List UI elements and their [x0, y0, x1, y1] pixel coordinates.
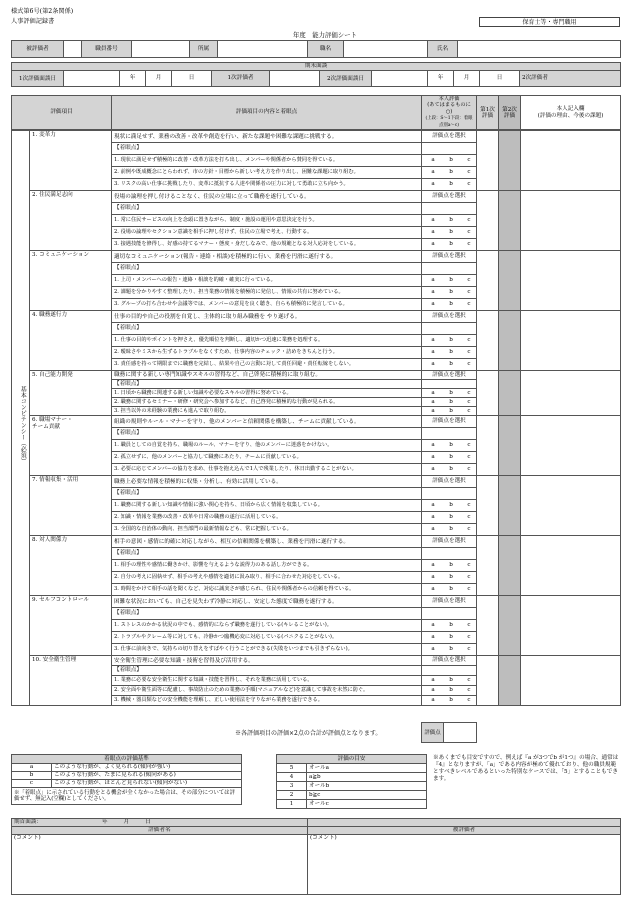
focus-point: 1. 日頃から職務に関連する新しい知識や必要なスキルの習得に努めている。 — [112, 389, 422, 398]
criteria-table — [11, 754, 242, 805]
choice-b[interactable]: b — [449, 289, 453, 296]
second-date-label: 2次評価面談日 — [320, 71, 372, 87]
focus-point: 1. 仕事の目的やポイントを押さえ、優先順位を判断し、適切かつ迅速に業務を処理する。 — [112, 335, 422, 347]
choice-a[interactable]: a — [431, 361, 435, 368]
abc-choices[interactable] — [422, 287, 477, 299]
choice-c[interactable]: c — [467, 337, 471, 344]
item-name: 8. 対人関係力 — [30, 536, 112, 596]
item-desc: 仕事の目的や自己の役割を自覚し、主体的に取り組み職務を やり遂げる。 — [112, 311, 422, 323]
abc-choices[interactable] — [422, 524, 477, 536]
focus-point: 3. 機械・器具類などの安全機能を理解し、正しい使用法を守りながら業務を遂行できる。 — [112, 696, 422, 706]
first-eval-cell[interactable] — [477, 596, 499, 656]
item-name: 6. 職場マナー・ チーム貢献 — [30, 416, 112, 476]
second-eval-cell[interactable] — [499, 536, 521, 596]
abc-choices[interactable] — [422, 696, 477, 706]
focus-point: 1. 上司・メンバーへの報告・連絡・相談を的確・確実に行っている。 — [112, 275, 422, 287]
second-eval-cell[interactable] — [499, 476, 521, 536]
guide-score: 5 — [277, 764, 307, 773]
remarks-cell[interactable] — [521, 596, 621, 656]
focus-point: 2. 職務に関するセミナー・研修・研究会へ参加するなど、自己啓発に積極的な行動が見られる。 — [112, 398, 422, 407]
abc-choices[interactable] — [422, 632, 477, 644]
choice-c[interactable]: c — [467, 289, 471, 296]
choice-a[interactable]: a — [431, 677, 435, 684]
criteria-desc: このような行動が、よく見られる(傾向が強い) — [52, 764, 242, 772]
form-number: 様式第6号(第2条関係) — [11, 8, 74, 15]
remarks-cell[interactable] — [521, 416, 621, 476]
choice-a[interactable]: a — [431, 349, 435, 356]
dept-label: 所属 — [190, 41, 218, 58]
abc-choices[interactable] — [422, 398, 477, 407]
item-desc: 相手の意図・感情に的確に対応しながら、相互の信頼関係を構築し、業務を円滑に遂行する。 — [112, 536, 422, 548]
choice-b[interactable]: b — [449, 301, 453, 308]
choice-b[interactable]: b — [449, 586, 453, 593]
abc-choices[interactable] — [422, 500, 477, 512]
choice-b[interactable]: b — [449, 169, 453, 176]
choice-a[interactable]: a — [431, 502, 435, 509]
first-eval-cell[interactable] — [477, 131, 499, 191]
evaluation-table — [11, 95, 620, 706]
abc-choices[interactable] — [422, 239, 477, 251]
choice-b[interactable]: b — [449, 217, 453, 224]
abc-choices[interactable] — [422, 155, 477, 167]
criteria-title: 着眼点の評価基準 — [12, 755, 242, 764]
focus-label: 【着眼点】 — [112, 666, 422, 676]
evaluatee-box[interactable] — [64, 41, 82, 58]
item-desc: 適切なコミュニケーション(報告・連絡・相談)を積極的に行い、業務を円滑に遂行する。 — [112, 251, 422, 263]
choice-a[interactable]: a — [431, 229, 435, 236]
choice-b[interactable]: b — [449, 389, 453, 396]
guide-score: 4 — [277, 773, 307, 782]
choice-c[interactable]: c — [467, 514, 471, 521]
choice-c[interactable]: c — [467, 562, 471, 569]
choice-c[interactable]: c — [467, 697, 471, 704]
total-label: 評価点 — [422, 723, 444, 743]
choice-a[interactable]: a — [431, 169, 435, 176]
select-score[interactable]: 評価点を選択 — [422, 191, 477, 203]
choice-a[interactable]: a — [431, 157, 435, 164]
choice-b[interactable]: b — [449, 697, 453, 704]
choice-a[interactable]: a — [431, 181, 435, 188]
choice-b[interactable]: b — [449, 337, 453, 344]
choice-c[interactable]: c — [467, 442, 471, 449]
abc-choices[interactable] — [422, 299, 477, 311]
guide-score: 2 — [277, 791, 307, 800]
abc-choices[interactable] — [422, 440, 477, 452]
item-name: 2. 住民満足志向 — [30, 191, 112, 251]
item-name: 10. 安全衛生管理 — [30, 656, 112, 706]
abc-choices[interactable] — [422, 335, 477, 347]
evaluator-comment[interactable]: (コメント) — [12, 835, 308, 895]
focus-point: 3. 必要に応じてメンバーの協力を求め、仕事を抱え込んで1人で残業したり、休日出勤することがない。 — [112, 464, 422, 476]
choice-c[interactable]: c — [467, 677, 471, 684]
focus-point: 2. 曖昧さやミスから生ずるトラブルをなくすため、仕事内容のチェック・詰めをきちんと行う。 — [112, 347, 422, 359]
focus-point: 3. 仕事に前向きで、気持ちの切り替えをすばやく行うことができる(失敗をいつまでも引きずらない)。 — [112, 644, 422, 656]
choice-c[interactable]: c — [467, 398, 471, 405]
choice-a[interactable]: a — [431, 398, 435, 405]
choice-a[interactable]: a — [431, 622, 435, 629]
second-eval-cell[interactable] — [499, 656, 521, 706]
choice-a[interactable]: a — [431, 526, 435, 533]
focus-point: 1. 業務に必要な安全衛生に関する知識・技能を習得し、それを業務に活用している。 — [112, 676, 422, 686]
focus-label: 【着眼点】 — [112, 143, 422, 155]
first-evaluator-field[interactable] — [270, 71, 320, 87]
choice-c[interactable]: c — [467, 466, 471, 473]
abc-choices[interactable] — [422, 407, 477, 416]
choice-b[interactable]: b — [449, 646, 453, 653]
select-score[interactable]: 評価点を選択 — [422, 416, 477, 428]
choice-c[interactable]: c — [467, 277, 471, 284]
evaluatee-label: 被評価者 — [12, 41, 64, 58]
remarks-cell[interactable] — [521, 251, 621, 311]
bottom-table — [11, 818, 621, 895]
remarks-cell[interactable] — [521, 536, 621, 596]
choice-a[interactable]: a — [431, 337, 435, 344]
staff-no-field[interactable] — [132, 41, 190, 58]
focus-point: 3. リスクの高い仕事に挑戦したり、変革に抵抗する人達や関係者の圧力に対して勇敢に立ち向かう。 — [112, 179, 422, 191]
evaluatee-label-bottom: 被評価者 — [308, 827, 621, 835]
choice-c[interactable]: c — [467, 502, 471, 509]
choice-b[interactable]: b — [449, 502, 453, 509]
second-eval-cell[interactable] — [499, 416, 521, 476]
focus-label: 【着眼点】 — [112, 608, 422, 620]
focus-label: 【着眼点】 — [112, 263, 422, 275]
guide-desc: b≧c — [307, 791, 427, 800]
remarks-cell[interactable] — [521, 311, 621, 371]
focus-label: 【着眼点】 — [112, 203, 422, 215]
choice-c[interactable]: c — [467, 349, 471, 356]
item-desc: 現状に満足せず、業務の改善・改革や創造を行い、新たな課題や困難な課題に挑戦する。 — [112, 131, 422, 143]
person-info-table — [11, 40, 621, 58]
choice-a[interactable]: a — [431, 454, 435, 461]
item-desc: 組織の規則やルール・マナーを守り、他のメンバーと信頼関係を構築し、チームに貢献している。 — [112, 416, 422, 428]
second-eval-cell[interactable] — [499, 311, 521, 371]
first-date-label: 1次評価面談日 — [12, 71, 64, 87]
abc-choices[interactable] — [422, 560, 477, 572]
choice-a[interactable]: a — [431, 277, 435, 284]
choice-a[interactable]: a — [431, 466, 435, 473]
focus-point: 2. 知識・情報を業務の改善・改革や日常の職務の遂行に活用している。 — [112, 512, 422, 524]
item-name: 4. 職務遂行力 — [30, 311, 112, 371]
item-desc: 安全衛生管理に必要な知識・技術を習得及び活用する。 — [112, 656, 422, 666]
first-eval-cell[interactable] — [477, 476, 499, 536]
second-eval-cell[interactable] — [499, 596, 521, 656]
item-name: 9. セルフコントロール — [30, 596, 112, 656]
focus-label: 【着眼点】 — [112, 323, 422, 335]
first-eval-cell[interactable] — [477, 536, 499, 596]
choice-c[interactable]: c — [467, 361, 471, 368]
abc-choices[interactable] — [422, 620, 477, 632]
focus-point: 1. 常に住民サービスの向上を念頭に置きながら、制度・施設の運用や意思決定を行う。 — [112, 215, 422, 227]
criteria-grade: c — [12, 780, 52, 788]
choice-c[interactable]: c — [467, 586, 471, 593]
choice-c[interactable]: c — [467, 622, 471, 629]
choice-b[interactable]: b — [449, 398, 453, 405]
choice-b[interactable]: b — [449, 687, 453, 694]
position-label: 職名 — [308, 41, 344, 58]
focus-point: 3. 責任感を持って期限までに職務を完結し、結果や自己の言動に対して責任回避・責任転嫁をしない。 — [112, 359, 422, 371]
choice-b[interactable]: b — [449, 454, 453, 461]
choice-a[interactable]: a — [431, 407, 435, 414]
first-eval-cell[interactable] — [477, 656, 499, 706]
guide-title: 評価の目安 — [277, 755, 427, 764]
focus-point: 2. 課題を分かりやすく整理したり、担当業務の情報を積極的に発信し、情報の共有に努めている。 — [112, 287, 422, 299]
abc-choices[interactable] — [422, 676, 477, 686]
focus-label: 【着眼点】 — [112, 488, 422, 500]
first-month[interactable]: 月 — [146, 71, 172, 87]
choice-b[interactable]: b — [449, 526, 453, 533]
guide-score: 3 — [277, 782, 307, 791]
abc-choices[interactable] — [422, 584, 477, 596]
evaluatee-comment[interactable]: (コメント) — [308, 835, 621, 895]
focus-label: 【着眼点】 — [112, 548, 422, 560]
choice-c[interactable]: c — [467, 634, 471, 641]
focus-point: 3. グループの打ち合わせや会議等では、メンバーの意見を良く聴き、自らも積極的に発言している。 — [112, 299, 422, 311]
guide-desc: オールb — [307, 782, 427, 791]
guide-desc: a≧b — [307, 773, 427, 782]
staff-no-label: 職員番号 — [82, 41, 132, 58]
item-desc: 職務に関する新しい専門知識やスキルの習得など、自己啓発に積極的に取り組む。 — [112, 371, 422, 380]
focus-point: 1. 職務に関する新しい知識や情報に強い関心を持ち、日頃から広く情報を収集している。 — [112, 500, 422, 512]
col-first: 第1次評価 — [477, 96, 499, 130]
criteria-note: ※「着眼点」に示されている行動をとる機会が全くなかった場合は、その部分については評価せず、無記入(空欄)としてください。 — [12, 788, 242, 805]
focus-point: 3. 担当以外の未経験の業務にも進んで取り組む。 — [112, 407, 422, 416]
choice-c[interactable]: c — [467, 646, 471, 653]
first-year[interactable]: 年 — [120, 71, 146, 87]
choice-a[interactable]: a — [431, 289, 435, 296]
second-evaluator-label: 2次評価者 — [520, 71, 621, 87]
evaluator-name-label: 評価者名 — [12, 827, 308, 835]
first-eval-cell[interactable] — [477, 416, 499, 476]
remarks-cell[interactable] — [521, 656, 621, 706]
focus-point: 2. 前例や既成概念にとらわれず、市の方針・目標から新しい考え方を作り出し、困難な課題に取り組む。 — [112, 167, 422, 179]
choice-b[interactable]: b — [449, 442, 453, 449]
abc-choices[interactable] — [422, 644, 477, 656]
first-interview-row: 期首面談： 年 月 日 — [12, 819, 308, 827]
focus-point: 1. 現状に満足せず積極的に改善・改革方法を打ち出し、メンバーや関係者から賛同を得ている。 — [112, 155, 422, 167]
sheet-title: 年度 能力評価シート — [293, 31, 357, 39]
select-score[interactable]: 評価点を選択 — [422, 536, 477, 548]
job-type-box: 保育士等・専門職用 — [479, 17, 620, 27]
choice-a[interactable]: a — [431, 687, 435, 694]
focus-point: 1. 相手の理性や感情に働きかけ、影響を与えるような説得力のある話し方ができる。 — [112, 560, 422, 572]
focus-point: 2. トラブルやクレーム等に対しても、冷静かつ臨機応変に対応している(パニクることがない)。 — [112, 632, 422, 644]
select-score[interactable]: 評価点を選択 — [422, 251, 477, 263]
guide-score: 1 — [277, 800, 307, 809]
col-item: 評価項目 — [12, 96, 112, 130]
choice-c[interactable]: c — [467, 454, 471, 461]
choice-a[interactable]: a — [431, 514, 435, 521]
item-name: 3. コミュニケーション — [30, 251, 112, 311]
focus-point: 2. 安全面や衛生面等に配慮し、事故防止のための業務の手順(マニュアルなど)を意識して事故を未然に防ぐ。 — [112, 686, 422, 696]
first-eval-cell[interactable] — [477, 311, 499, 371]
item-name: 1. 変革力 — [30, 131, 112, 191]
abc-choices[interactable] — [422, 359, 477, 371]
choice-a[interactable]: a — [431, 646, 435, 653]
name-label: 氏名 — [428, 41, 458, 58]
choice-c[interactable]: c — [467, 157, 471, 164]
choice-a[interactable]: a — [431, 442, 435, 449]
second-day[interactable]: 日 — [480, 71, 520, 87]
choice-b[interactable]: b — [449, 241, 453, 248]
choice-a[interactable]: a — [431, 389, 435, 396]
remarks-cell[interactable] — [521, 131, 621, 191]
select-score[interactable]: 評価点を選択 — [422, 311, 477, 323]
abc-choices[interactable] — [422, 179, 477, 191]
second-month[interactable]: 月 — [454, 71, 480, 87]
abc-choices[interactable] — [422, 464, 477, 476]
criteria-desc: このような行動が、たまに見られる(傾向がある) — [52, 772, 242, 780]
second-year[interactable]: 年 — [428, 71, 454, 87]
criteria-grade: a — [12, 764, 52, 772]
first-eval-cell[interactable] — [477, 251, 499, 311]
select-score[interactable]: 評価点を選択 — [422, 596, 477, 608]
choice-c[interactable]: c — [467, 526, 471, 533]
choice-c[interactable]: c — [467, 181, 471, 188]
choice-b[interactable]: b — [449, 634, 453, 641]
second-eval-cell[interactable] — [499, 131, 521, 191]
choice-a[interactable]: a — [431, 574, 435, 581]
abc-choices[interactable] — [422, 347, 477, 359]
choice-c[interactable]: c — [467, 229, 471, 236]
item-name: 5. 自己能力開発 — [30, 371, 112, 416]
focus-point: 1. ストレスのかかる状況の中でも、感情的にならず職務を遂行している(キレることがない)。 — [112, 620, 422, 632]
col-self: 本人評価 (あてはまるものに○) (上段：S～1下段：着眼点別a～c) — [422, 96, 477, 130]
remarks-cell[interactable] — [521, 371, 621, 416]
item-desc: 役場の論理を押し付けることなく、住民の立場に立って職務を遂行している。 — [112, 191, 422, 203]
choice-c[interactable]: c — [467, 301, 471, 308]
choice-a[interactable]: a — [431, 562, 435, 569]
remarks-cell[interactable] — [521, 191, 621, 251]
choice-b[interactable]: b — [449, 361, 453, 368]
select-score[interactable]: 評価点を選択 — [422, 371, 477, 380]
choice-a[interactable]: a — [431, 217, 435, 224]
choice-b[interactable]: b — [449, 229, 453, 236]
total-note: ※各評価項目の評価×2点の合計が評価点となります。 — [235, 730, 382, 737]
choice-b[interactable]: b — [449, 574, 453, 581]
first-evaluator-label: 1次評価者 — [212, 71, 270, 87]
position-field[interactable] — [344, 41, 428, 58]
choice-b[interactable]: b — [449, 677, 453, 684]
choice-b[interactable]: b — [449, 514, 453, 521]
side-label: 基本コンピテンシー（必須） — [19, 386, 27, 464]
abc-choices[interactable] — [422, 167, 477, 179]
total-field[interactable] — [444, 723, 477, 743]
second-eval-cell[interactable] — [499, 251, 521, 311]
choice-b[interactable]: b — [449, 157, 453, 164]
select-score[interactable]: 評価点を選択 — [422, 476, 477, 488]
abc-choices[interactable] — [422, 512, 477, 524]
choice-a[interactable]: a — [431, 697, 435, 704]
dept-field[interactable] — [218, 41, 308, 58]
abc-choices[interactable] — [422, 215, 477, 227]
abc-choices[interactable] — [422, 275, 477, 287]
choice-a[interactable]: a — [431, 301, 435, 308]
remarks-cell[interactable] — [521, 476, 621, 536]
item-desc: 困難な状況においても、自己を見失わず冷静に対応し、安定した態度で職務を遂行する。 — [112, 596, 422, 608]
total-box — [421, 722, 477, 743]
focus-point: 2. 役場の論理やセクション意識を相手に押し付けず、住民の立場で考え、行動する。 — [112, 227, 422, 239]
second-eval-cell[interactable] — [499, 191, 521, 251]
abc-choices[interactable] — [422, 227, 477, 239]
choice-c[interactable]: c — [467, 574, 471, 581]
col-remarks: 本人記入欄 (評価の理由、今後の課題) — [521, 96, 621, 130]
choice-c[interactable]: c — [467, 389, 471, 396]
choice-a[interactable]: a — [431, 634, 435, 641]
focus-point: 2. 自分の考えに固執せず、相手の考えや感情を適切に汲み取り、相手に合わせた対応をしている。 — [112, 572, 422, 584]
choice-a[interactable]: a — [431, 586, 435, 593]
focus-point: 3. 接遇技能を修得し、好感の持てるマナー・態度・身だしなみで、他の規範となる対人応対をしている。 — [112, 239, 422, 251]
criteria-grade: b — [12, 772, 52, 780]
select-score[interactable]: 評価点を選択 — [422, 656, 477, 666]
first-eval-cell[interactable] — [477, 371, 499, 416]
choice-c[interactable]: c — [467, 407, 471, 414]
interview-table — [11, 62, 621, 87]
choice-a[interactable]: a — [431, 241, 435, 248]
name-field[interactable] — [458, 41, 621, 58]
select-score[interactable]: 評価点を選択 — [422, 131, 477, 143]
focus-point: 2. 孤立せずに、他のメンバーと協力して職務にあたり、チームに貢献している。 — [112, 452, 422, 464]
abc-choices[interactable] — [422, 686, 477, 696]
focus-point: 1. 職員としての自覚を持ち、職場のルール、マナーを守り、他のメンバーに迷惑をかけない。 — [112, 440, 422, 452]
choice-c[interactable]: c — [467, 687, 471, 694]
choice-b[interactable]: b — [449, 562, 453, 569]
item-name: 7. 情報収集・活用 — [30, 476, 112, 536]
focus-label: 【着眼点】 — [112, 428, 422, 440]
choice-b[interactable]: b — [449, 466, 453, 473]
items-area — [11, 130, 620, 706]
guide-desc: オールc — [307, 800, 427, 809]
focus-point: 3. 時間をかけて相手の話を聞くなど、対応に誠実さが感じられ、住民や関係者からの信頼を得ている。 — [112, 584, 422, 596]
choice-b[interactable]: b — [449, 181, 453, 188]
item-desc: 職務上必要な情報を積極的に収集・分析し、有効に活用している。 — [112, 476, 422, 488]
first-eval-cell[interactable] — [477, 191, 499, 251]
guide-table — [276, 754, 427, 809]
criteria-desc: このような行動が、ほとんど見られない(傾向がない) — [52, 780, 242, 788]
col-content: 評価項目の内容と着眼点 — [112, 96, 422, 130]
choice-b[interactable]: b — [449, 622, 453, 629]
side-note: ※あくまでも目安ですので、例えば『a が3つでb が1つ』の場合、通常は『4』となりますが、「a」である内容が極めて優れており、他の職員規範とすべきレベルであるといった特別なケースでは、「5」とすることもできます。 — [433, 755, 619, 782]
choice-b[interactable]: b — [449, 407, 453, 414]
focus-point: 3. 全国的な自治体の動向、担当部門の最新情報なども、常に把握している。 — [112, 524, 422, 536]
choice-c[interactable]: c — [467, 217, 471, 224]
second-eval-cell[interactable] — [499, 371, 521, 416]
choice-c[interactable]: c — [467, 241, 471, 248]
evaluation-header — [11, 95, 621, 130]
col-second: 第2次評価 — [499, 96, 521, 130]
abc-choices[interactable] — [422, 572, 477, 584]
choice-b[interactable]: b — [449, 277, 453, 284]
guide-desc: オールa — [307, 764, 427, 773]
abc-choices[interactable] — [422, 452, 477, 464]
first-day[interactable]: 日 — [172, 71, 212, 87]
choice-c[interactable]: c — [467, 169, 471, 176]
focus-label: 【着眼点】 — [112, 380, 422, 389]
form-title: 人事評価記録書 — [11, 18, 55, 25]
abc-choices[interactable] — [422, 389, 477, 398]
interview-title: 期末面談 — [12, 63, 621, 71]
choice-b[interactable]: b — [449, 349, 453, 356]
